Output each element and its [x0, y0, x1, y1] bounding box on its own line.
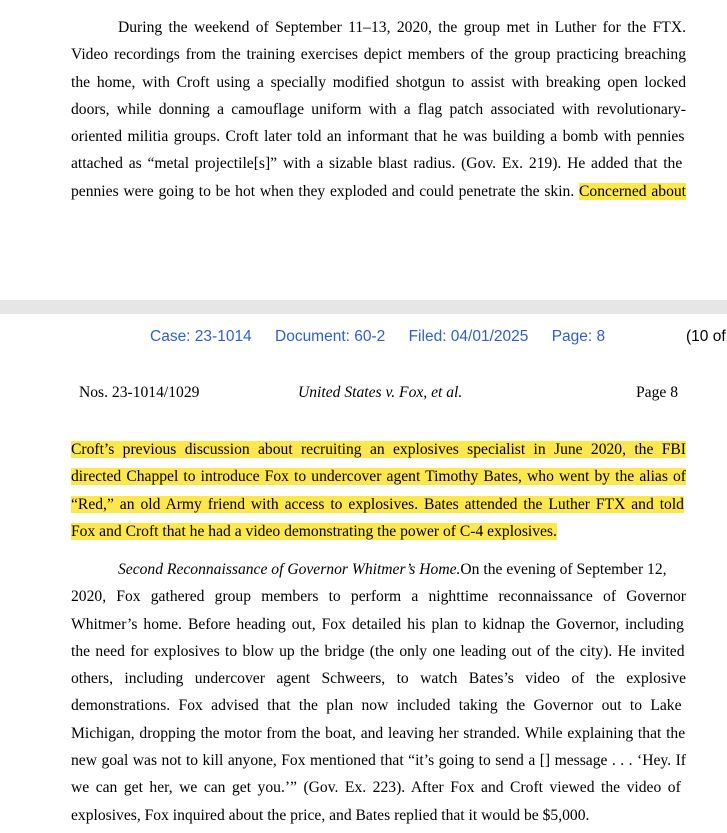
document-number: Document: 60-2 — [275, 328, 386, 345]
highlighted-text[interactable]: Concerned about — [579, 182, 686, 200]
highlighted-line[interactable]: Fox and Croft that he had a video demonstrating the power of C-4 explosives. — [71, 522, 557, 540]
text-line: new goal was not to kill anyone, Fox mentioned that “it’s going to send a [] message . . . ‘Hey. If — [71, 752, 686, 770]
case-header — [150, 328, 624, 346]
case-page: Page: 8 — [551, 328, 606, 345]
text-line: 2020, Fox gathered group members to perform a nighttime reconnaissance of Governor — [71, 588, 686, 606]
case-caption: United States v. Fox, et al. — [298, 384, 463, 401]
text-line: Michigan, dropping the motor from the boat, and leaving her stranded. While explaining that the — [71, 724, 686, 742]
case-number: Case: 23-1014 — [150, 328, 252, 345]
text-line: the need for explosives to blow up the bridge (the only one leading out of the city). He invited — [71, 642, 685, 660]
highlighted-paragraph — [71, 436, 686, 545]
text-line: oriented militia groups. Croft later told an informant that he was building a bomb with pennies — [71, 128, 685, 146]
paragraph-ftx — [71, 14, 686, 205]
docket-number: Nos. 23-1014/1029 — [79, 384, 200, 401]
paragraph-second-reconnaissance — [71, 556, 686, 829]
page-separator — [0, 300, 727, 314]
text-line: Whitmer’s home. Before heading out, Fox detailed his plan to kidnap the Governor, including — [71, 615, 684, 633]
text-line: pennies were going to be hot when they exploded and could penetrate the skin. — [71, 182, 575, 200]
text-line: Second Reconnaissance of Governor Whitmer’s Home.On the evening of September 12, — [118, 561, 667, 578]
text-line: we can get her, we can get you.’” (Gov. Ex. 223). After Fox and Croft viewed the video of — [71, 779, 681, 797]
text-line: others, including undercover agent Schweers, to watch Bates’s video of the explosive — [71, 670, 686, 688]
text-line: attached as “metal projectile[s]” with a sizable blast radius. (Gov. Ex. 219). He added that the — [71, 155, 683, 173]
section-heading: Second Reconnaissance of Governor Whitmer’s Home. — [118, 561, 461, 578]
text-line: explosives, Fox inquired about the price, and Bates replied that it would be $5,000. — [71, 806, 590, 824]
text-line: doors, while donning a camouflage uniform with a flag patch associated with revolutionary- — [71, 100, 686, 118]
text-line: the home, with Croft using a specially modified shotgun to assist with breaking open locked — [71, 73, 686, 91]
text-line: Video recordings from the training exercises depict members of the group practicing breaching — [71, 46, 686, 64]
current-page — [0, 314, 727, 833]
text-line: During the weekend of September 11–13, 2020, the group met in Luther for the FTX. — [118, 19, 686, 36]
page-count: (10 of — [686, 328, 726, 345]
text-line: demonstrations. Fox advised that the plan now included taking the Governor out to Lake — [71, 697, 682, 715]
text-line-with-highlight — [71, 178, 686, 205]
highlighted-line[interactable]: directed Chappel to introduce Fox to undercover agent Timothy Bates, who went by the alias of — [71, 468, 686, 486]
previous-page — [0, 0, 727, 300]
highlighted-line[interactable]: Croft’s previous discussion about recruiting an explosives specialist in June 2020, the FBI — [71, 441, 686, 458]
page-number: Page 8 — [636, 384, 679, 401]
highlighted-line[interactable]: “Red,” an old Army friend with access to explosives. Bates attended the Luther FTX and told — [71, 495, 684, 513]
filed-date: Filed: 04/01/2025 — [408, 328, 529, 345]
